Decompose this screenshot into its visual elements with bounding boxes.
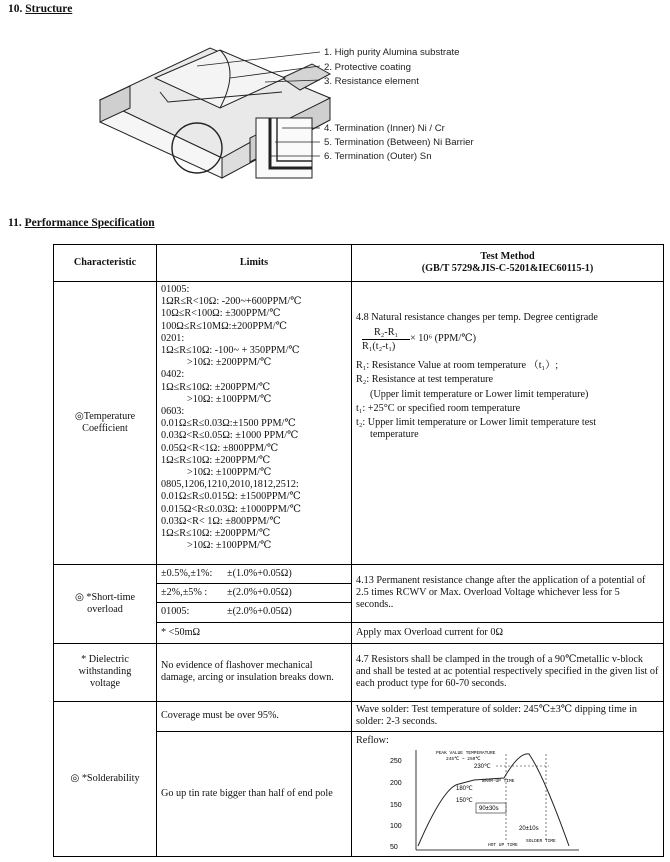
tc-limit-line: 0.01Ω≤R≤0.015Ω: ±1500PPM/℃ [161,491,301,503]
tc-limit-line: 10Ω≤R<100Ω: ±300PPM/℃ [161,308,281,320]
tc-limit-line: 0402: [161,369,185,381]
tc-limit-line: >10Ω: ±100PPM/℃ [187,393,272,405]
sto-limit-tol: 01005: [161,606,190,618]
reflow-ytick: 50 [390,843,398,851]
section-11-heading [8,217,155,229]
dw-name-line2: withstanding [78,666,132,677]
structure-label-3: 3. Resistance element [324,76,419,87]
reflow-peak-range: 245℃ ~ 250℃ [446,756,481,762]
sol-reflow-label: Reflow: [356,734,389,746]
tc-limit-line: 1ΩR≤R<10Ω: -200~+600PPM/℃ [161,296,302,308]
structure-label-6: 6. Termination (Outer) Sn [324,151,432,162]
tc-limit-line: 1Ω≤R≤10Ω: ±200PPM/℃ [161,528,271,540]
tc-limit-line: 0805,1206,1210,2010,1812,2512: [161,479,299,491]
row-temperature-coefficient [54,282,664,565]
structure-label-1: 1. High purity Alumina substrate [324,47,460,58]
tc-formula [356,327,659,357]
tc-method-r1: R₁: Resistance Value at room temperature （t₁）; [356,360,559,372]
section-10-heading [8,3,72,15]
chip-structure-diagram [70,30,340,190]
sto-limit-value: ±(2.0%+0.05Ω) [227,587,292,599]
section-10-title: Structure [25,3,73,15]
tc-limit-line: 0.03Ω<R< 1Ω: ±800PPM/℃ [161,515,281,527]
sol-limit1: Coverage must be over 95%. [157,701,352,731]
dw-limits: No evidence of flashover mechanical damage, arcing or insulation breaks down. [157,643,352,701]
structure-label-5: 5. Termination (Between) Ni Barrier [324,137,474,148]
sto-limit-row [157,603,351,621]
tc-limit-line: 0201: [161,332,185,344]
tc-limit-line: 1Ω≤R≤10Ω: ±200PPM/℃ [161,381,271,393]
header-test-method [352,245,664,282]
section-11-number: 11. [8,217,22,229]
sto-limit-value: ±(2.0%+0.05Ω) [227,606,292,618]
sto-method2: Apply max Overload current for 0Ω [352,622,664,643]
sto-limit-row [157,565,351,584]
tc-name-line2: Coefficient [82,423,128,434]
header-characteristic: Characteristic [54,245,157,282]
tc-method-t2b: temperature [370,429,419,441]
sto-limits [157,565,352,623]
header-test-method-line2: (GB/T 5729&JIS-C-5201&IEC60115-1) [421,263,594,274]
tc-limit-line: 100Ω≤R≤10MΩ:±200PPM/℃ [161,320,287,332]
reflow-ytick: 100 [390,822,402,830]
reflow-ytick: 200 [390,779,402,787]
header-limits: Limits [157,245,352,282]
tc-limit-line: 0.05Ω<R<1Ω: ±800PPM/℃ [161,442,279,454]
tc-method-r2: R₂: Resistance at test temperature [356,374,494,386]
reflow-180-label: 180℃ [456,785,473,792]
reflow-90s-label: 90±30s [479,805,499,812]
tc-name-line1: ◎Temperature [74,410,136,422]
sto-limit2: * <50mΩ [157,622,352,643]
dw-characteristic [54,643,157,701]
section-11-title: Performance Specification [24,217,155,229]
dw-name-line1: * Dielectric [81,653,129,665]
tc-limit-line: 0603: [161,406,185,418]
tc-limit-line: >10Ω: ±100PPM/℃ [187,467,272,479]
structure-label-4: 4. Termination (Inner) Ni / Cr [324,123,445,134]
reflow-solder-time-label: SOLDER TIME [526,838,556,844]
tc-limit-line: 1Ω≤R≤10Ω: ±200PPM/℃ [161,454,271,466]
row-dielectric [54,643,664,701]
reflow-150-label: 150℃ [456,797,473,804]
tc-test-method [352,282,664,565]
tc-limit-line: 0.03Ω<R≤0.05Ω: ±1000 PPM/℃ [161,430,299,442]
reflow-ytick: 250 [390,757,402,765]
tc-limit-line: >10Ω: ±100PPM/℃ [187,540,272,552]
reflow-ytick: 150 [390,801,402,809]
reflow-peak-label: PEAK VALUE TEMPERATURE [436,750,496,756]
reflow-hot-up-label: HOT UP TIME [488,842,518,848]
performance-spec-table [53,244,664,857]
tc-limit-line: >10Ω: ±200PPM/℃ [187,357,272,369]
tc-characteristic [54,282,157,565]
tc-formula-numerator: R₂-R₁ [362,327,410,340]
tc-method-r2b: (Upper limit temperature or Lower limit temperature) [370,388,589,400]
sol-method1: Wave solder: Test temperature of solder: 245℃±3℃ dipping time in solder: 2-3 seconds. [352,701,664,731]
sol-limit2: Go up tin rate bigger than half of end pole [157,731,352,856]
tc-limits [157,282,352,565]
row-short-time-overload [54,565,664,623]
tc-method-t1: t₁: +25°C or specified room temperature [356,402,521,414]
dw-method: 4.7 Resistors shall be clamped in the trough of a 90℃metallic v-block and shall be tested at ac potential respectively specified in the given list of each product type for 60-70 seconds. [352,643,664,701]
header-test-method-line1: Test Method [480,250,535,262]
tc-formula-multiplier: × 10⁶ (PPM/℃) [410,333,476,345]
tc-limit-line: 0.01Ω≤R≤0.03Ω:±1500 PPM/℃ [161,418,296,430]
tc-method-t2: t₂: Upper limit temperature or Lower limit temperature test [356,417,597,429]
sto-name-line1: ◎ *Short-time [74,591,136,603]
row-solderability [54,701,664,731]
tc-formula-denominator: R₁(t₂-t₁) [362,341,396,353]
sto-characteristic [54,565,157,644]
sto-limit-value: ±(1.0%+0.05Ω) [227,568,292,579]
dw-name-line3: voltage [90,678,120,690]
reflow-warm-up-label: WARM-UP TIME [482,778,515,784]
reflow-230-label: 230℃ [474,763,491,770]
sto-limit-row [157,584,351,603]
structure-label-2: 2. Protective coating [324,62,411,73]
tc-limit-line: 0.015Ω<R≤0.03Ω: ±1000PPM/℃ [161,503,301,515]
sto-limit-tol: ±0.5%,±1%: [161,568,213,579]
sto-name-line2: overload [87,603,123,615]
reflow-profile-chart [384,746,584,851]
tc-method-intro: 4.8 Natural resistance changes per temp. Degree centigrade [356,312,598,323]
reflow-20s-label: 20±10s [519,825,539,832]
section-10-number: 10. [8,3,23,15]
tc-limit-line: 01005: [161,284,190,295]
sto-limit-tol: ±2%,±5% : [161,587,208,599]
sol-reflow-cell [352,731,664,856]
sto-method: 4.13 Permanent resistance change after the application of a potential of 2.5 times RCWV or Max. Overload Voltage whichever less for 5 seconds.. [352,565,664,623]
sol-characteristic: ◎ *Solderability [54,701,157,856]
tc-limit-line: 1Ω≤R≤10Ω: -100~ + 350PPM/℃ [161,345,300,357]
